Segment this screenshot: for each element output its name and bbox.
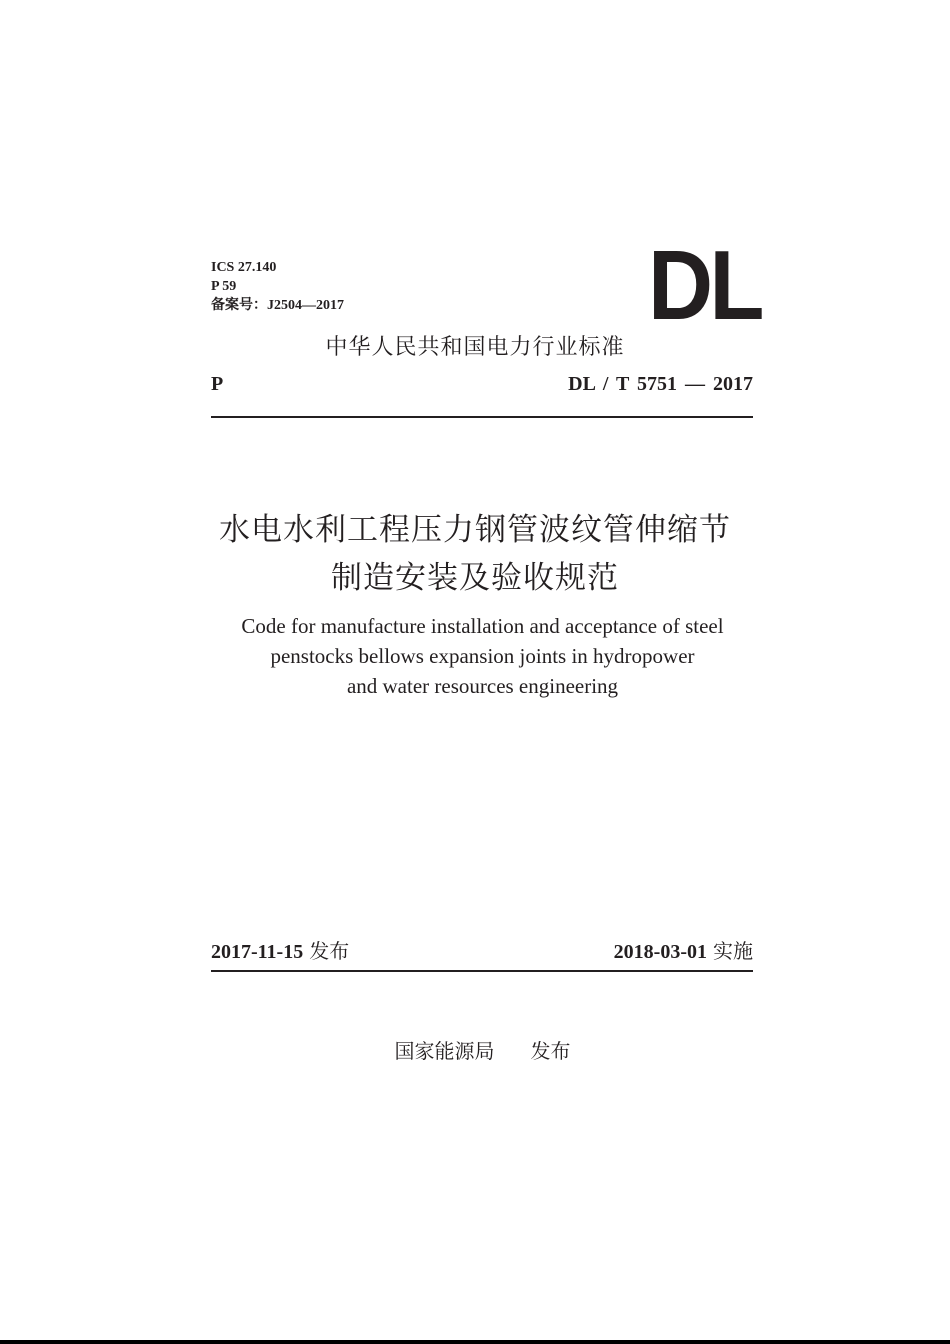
title-english	[0, 611, 950, 701]
title-english-line-2: penstocks bellows expansion joints in hydropower	[270, 644, 695, 668]
title-chinese	[0, 506, 950, 602]
bottom-divider	[211, 970, 753, 972]
issue-date-value: 2017-11-15	[211, 941, 304, 963]
publisher	[0, 1035, 950, 1064]
publisher-name: 国家能源局	[394, 1039, 495, 1063]
title-chinese-line-2: 制造安装及验收规范	[331, 560, 619, 596]
effective-word: 实施	[713, 939, 753, 963]
classification-block	[211, 258, 344, 315]
ics-code: ICS 27.140	[211, 260, 277, 275]
ccs-code: P 59	[211, 279, 237, 294]
standard-kind: 中华人民共和国电力行业标准	[325, 335, 625, 360]
issue-word: 发布	[309, 939, 350, 963]
effective-date	[614, 935, 753, 964]
dl-logo: DL	[648, 230, 761, 340]
effective-date-value: 2018-03-01	[613, 941, 707, 963]
page-bottom-edge	[0, 1340, 950, 1344]
top-divider	[211, 416, 753, 418]
title-chinese-line-1: 水电水利工程压力钢管波纹管伸缩节	[219, 512, 731, 548]
publisher-word: 发布	[530, 1039, 571, 1063]
issue-date	[211, 935, 349, 964]
title-english-line-1: Code for manufacture installation and acceptance of steel	[241, 614, 724, 638]
title-english-line-3: and water resources engineering	[346, 674, 619, 698]
class-letter: P	[211, 373, 224, 395]
filing-number: 备案号：J2504—2017	[211, 298, 344, 313]
standard-code: DL / T 5751 — 2017	[568, 373, 753, 395]
